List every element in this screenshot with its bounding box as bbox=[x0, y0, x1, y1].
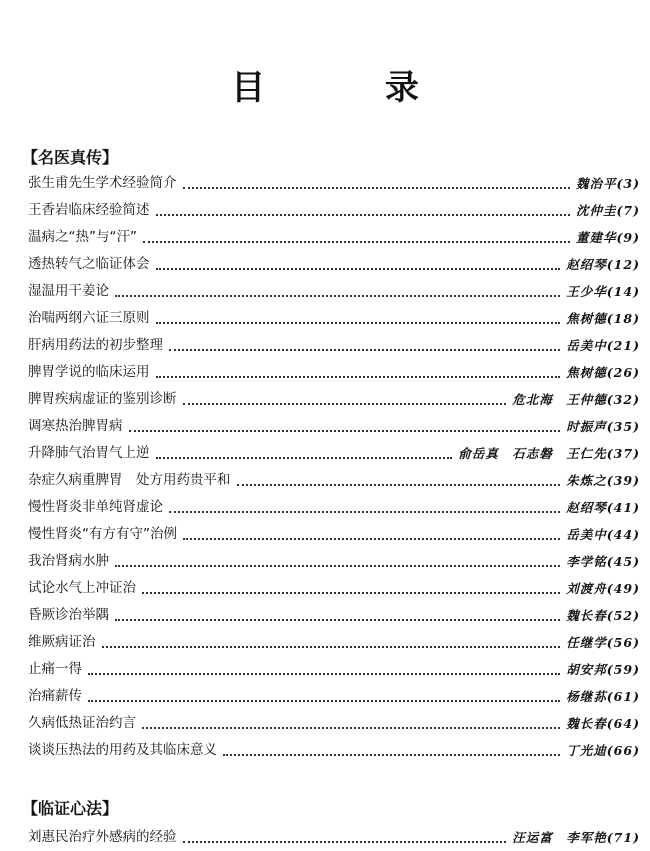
toc-entry-author-page: 焦树德(26) bbox=[566, 365, 640, 380]
toc-entry bbox=[28, 710, 640, 737]
toc-entry-author-page: 岳美中(21) bbox=[566, 338, 640, 353]
toc-entry-title: 温病之“热”与“汗” bbox=[28, 229, 137, 245]
toc-entry-author-page: 魏长春(52) bbox=[566, 608, 640, 623]
toc-entry bbox=[28, 359, 640, 386]
dot-leader bbox=[156, 268, 561, 270]
toc-entry-author-page: 汪运富 李军艳(71) bbox=[512, 830, 640, 845]
toc-entry-author-page: 魏治平(3) bbox=[575, 176, 640, 191]
toc-entry-title: 脾胃疾病虚证的鉴别诊断 bbox=[28, 391, 177, 407]
dot-leader bbox=[156, 214, 570, 216]
toc-entry bbox=[28, 602, 640, 629]
toc-entry-author-page: 刘渡舟(49) bbox=[566, 581, 640, 596]
dot-leader bbox=[183, 538, 560, 540]
toc-entry bbox=[28, 548, 640, 575]
section-header-famous-doctors: 【名医真传】 bbox=[22, 148, 119, 167]
toc-entry bbox=[28, 824, 640, 851]
toc-entry-title: 调寒热治脾胃病 bbox=[28, 418, 123, 434]
toc-entry-title: 张生甫先生学术经验简介 bbox=[28, 175, 177, 191]
toc-entry-author-page: 焦树德(18) bbox=[566, 311, 640, 326]
toc-entry-title: 谈谈压热法的用药及其临床意义 bbox=[28, 742, 217, 758]
toc-entry bbox=[28, 629, 640, 656]
toc-entry-author-page: 王少华(14) bbox=[566, 284, 640, 299]
toc-entry bbox=[28, 521, 640, 548]
toc-entry-author-page: 董建华(9) bbox=[575, 230, 640, 245]
toc-entry bbox=[28, 278, 640, 305]
toc-entry bbox=[28, 332, 640, 359]
dot-leader bbox=[156, 457, 453, 459]
toc-entry-author-page: 时振声(35) bbox=[566, 419, 640, 434]
dot-leader bbox=[183, 403, 507, 405]
toc-entry-title: 杂症久病重脾胃 处方用药贵平和 bbox=[28, 472, 231, 488]
dot-leader bbox=[88, 700, 560, 702]
toc-entry-author-page: 任继学(56) bbox=[566, 635, 640, 650]
toc-entry-author-page: 赵绍琴(12) bbox=[566, 257, 640, 272]
dot-leader bbox=[115, 619, 560, 621]
section-header-clinical-methods: 【临证心法】 bbox=[22, 799, 119, 818]
toc-entry-title: 治喘两纲六证三原则 bbox=[28, 310, 150, 326]
toc-entry-author-page: 俞岳真 石志磐 王仁先(37) bbox=[458, 446, 640, 461]
toc-entry-title: 刘惠民治疗外感病的经验 bbox=[28, 829, 177, 845]
dot-leader bbox=[115, 565, 560, 567]
toc-entry bbox=[28, 197, 640, 224]
dot-leader bbox=[169, 511, 560, 513]
toc-entry-author-page: 赵绍琴(41) bbox=[566, 500, 640, 515]
toc-entry-title: 久病低热证治约言 bbox=[28, 715, 136, 731]
dot-leader bbox=[156, 376, 561, 378]
dot-leader bbox=[223, 754, 560, 756]
toc-entry bbox=[28, 251, 640, 278]
toc-entry bbox=[28, 494, 640, 521]
toc-entry-author-page: 杨继荪(61) bbox=[566, 689, 640, 704]
dot-leader bbox=[169, 349, 560, 351]
toc-entry bbox=[28, 440, 640, 467]
dot-leader bbox=[143, 241, 570, 243]
dot-leader bbox=[237, 484, 561, 486]
toc-entry bbox=[28, 170, 640, 197]
dot-leader bbox=[115, 295, 560, 297]
toc-entry bbox=[28, 305, 640, 332]
toc-entry-title: 王香岩临床经验简述 bbox=[28, 202, 150, 218]
toc-entry bbox=[28, 386, 640, 413]
toc-entry-author-page: 危北海 王仲德(32) bbox=[512, 392, 640, 407]
toc-entry-author-page: 岳美中(44) bbox=[566, 527, 640, 542]
dot-leader bbox=[102, 646, 561, 648]
toc-entry-author-page: 胡安邦(59) bbox=[566, 662, 640, 677]
toc-entry-title: 脾胃学说的临床运用 bbox=[28, 364, 150, 380]
toc-entry bbox=[28, 656, 640, 683]
toc-section-clinical-methods bbox=[28, 824, 640, 851]
toc-entry-title: 升降肺气治胃气上逆 bbox=[28, 445, 150, 461]
toc-entry-title: 我治肾病水肿 bbox=[28, 553, 109, 569]
dot-leader bbox=[142, 592, 560, 594]
toc-entry-author-page: 朱炼之(39) bbox=[566, 473, 640, 488]
dot-leader bbox=[88, 673, 560, 675]
toc-entry-title: 肝病用药法的初步整理 bbox=[28, 337, 163, 353]
toc-entry-author-page: 丁光迪(66) bbox=[566, 743, 640, 758]
toc-entry-author-page: 沈仲圭(7) bbox=[575, 203, 640, 218]
toc-entry bbox=[28, 575, 640, 602]
dot-leader bbox=[129, 430, 561, 432]
toc-entry-title: 慢性肾炎非单纯肾虚论 bbox=[28, 499, 163, 515]
toc-entry-title: 维厥病证治 bbox=[28, 634, 96, 650]
toc-entry-author-page: 魏长春(64) bbox=[566, 716, 640, 731]
toc-entry-title: 试论水气上冲证治 bbox=[28, 580, 136, 596]
toc-entry-title: 昏厥诊治举隅 bbox=[28, 607, 109, 623]
toc-entry bbox=[28, 683, 640, 710]
page-title: 目 录 bbox=[231, 68, 473, 108]
toc-entry-title: 透热转气之临证体会 bbox=[28, 256, 150, 272]
toc-entry bbox=[28, 467, 640, 494]
toc-entry-title: 治痛薪传 bbox=[28, 688, 82, 704]
toc-entry bbox=[28, 413, 640, 440]
toc-entry bbox=[28, 737, 640, 764]
toc-entry-title: 慢性肾炎“有方有守”治例 bbox=[28, 526, 177, 542]
toc-entry-title: 止痛一得 bbox=[28, 661, 82, 677]
toc-section-famous-doctors bbox=[28, 170, 640, 764]
toc-entry-title: 湿温用干姜论 bbox=[28, 283, 109, 299]
dot-leader bbox=[142, 727, 560, 729]
dot-leader bbox=[183, 187, 570, 189]
dot-leader bbox=[183, 841, 507, 843]
toc-entry bbox=[28, 224, 640, 251]
toc-entry-author-page: 李学铭(45) bbox=[566, 554, 640, 569]
dot-leader bbox=[156, 322, 561, 324]
